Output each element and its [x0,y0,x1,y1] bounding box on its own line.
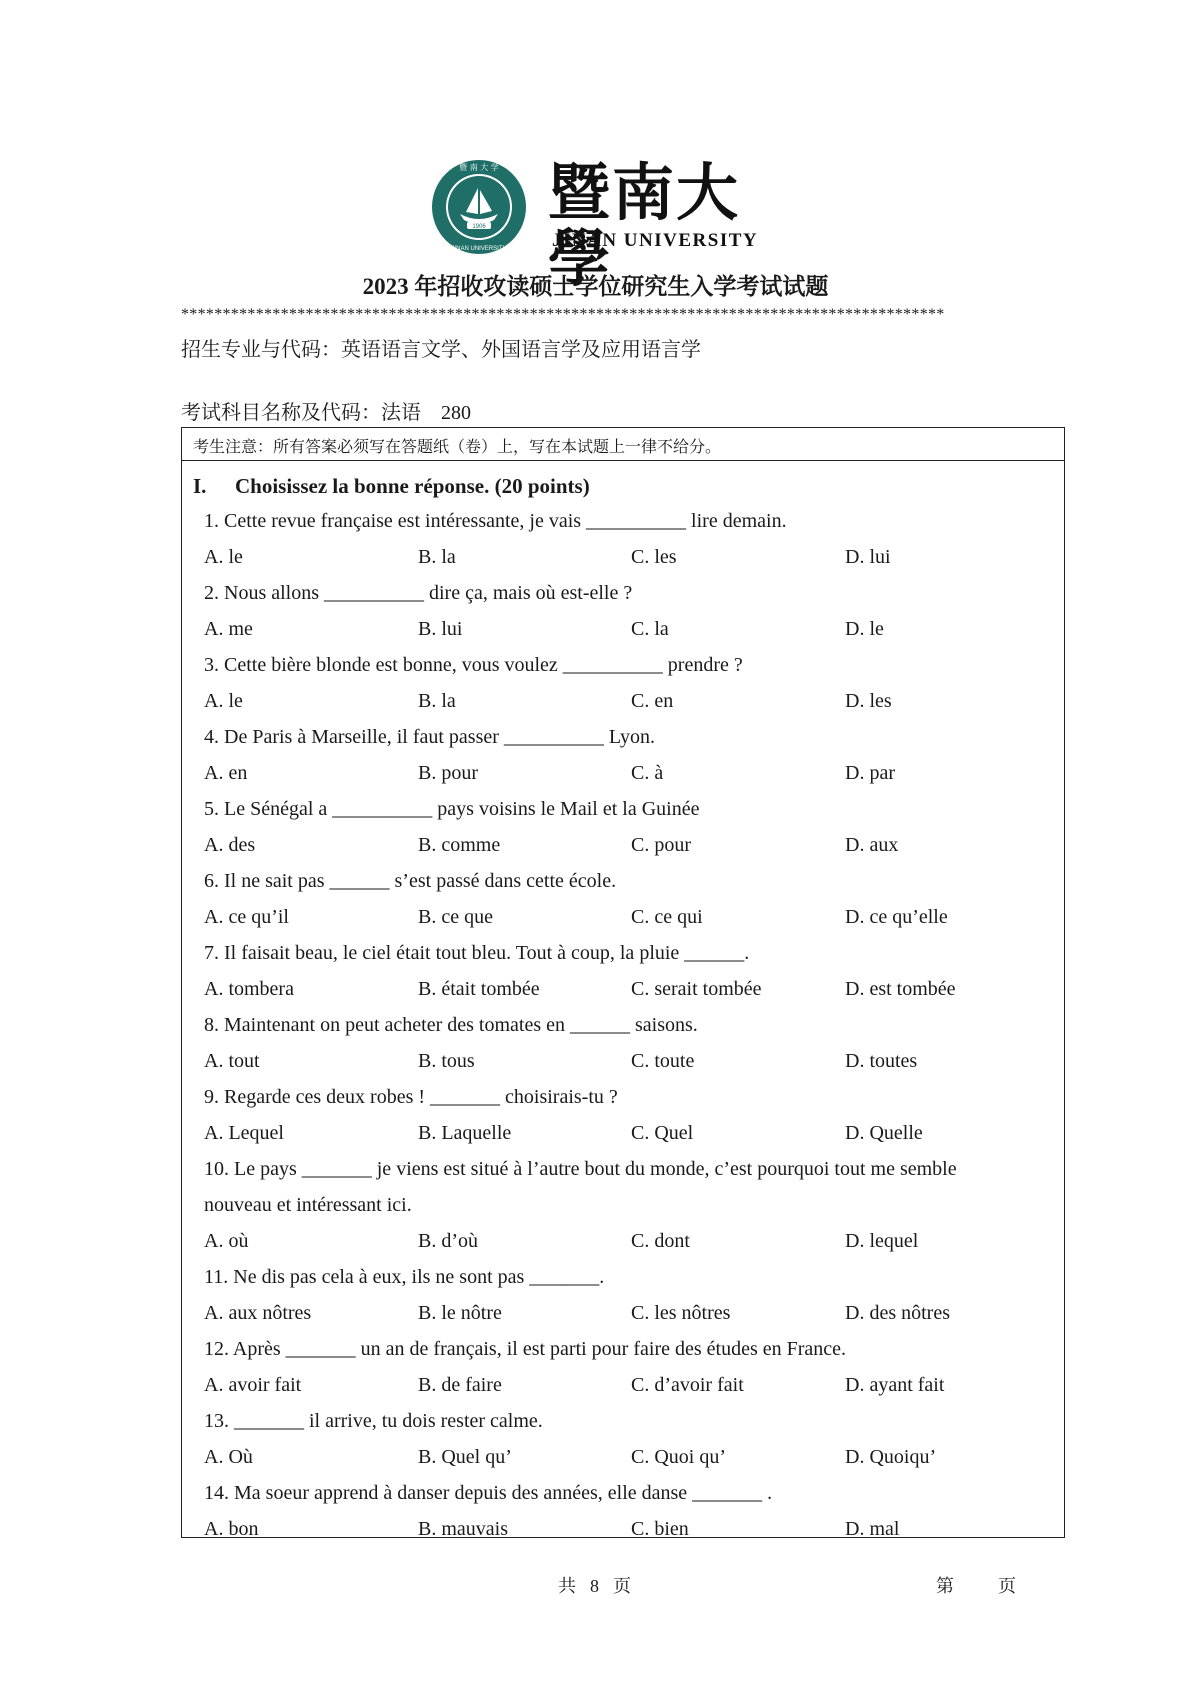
answer-option-b: B. la [418,546,456,568]
answer-option-c: C. en [631,690,674,712]
footer-total-pages [558,1572,645,1598]
answer-options-row [182,1439,1064,1475]
section-number: I. [193,474,207,498]
answer-option-a: A. des [204,834,256,856]
university-name-cn: 暨南大學 [548,156,741,295]
answer-option-b: B. Quel qu’ [418,1446,512,1468]
section-heading [182,461,1064,500]
answer-option-c: C. dont [631,1230,690,1252]
footer-page-prefix: 第 [936,1576,954,1596]
university-seal-icon [430,158,528,256]
question-text: 10. Le pays _______ je viens est situé à l’autre bout du monde, c’est pourquoi tout me semble nouveau et intéressant ici. [204,1158,957,1216]
answer-option-d: D. est tombée [845,978,956,1000]
answer-option-c: C. Quoi qu’ [631,1446,726,1468]
answer-option-a: A. bon [204,1518,259,1540]
answer-option-b: B. de faire [418,1374,502,1396]
answer-option-b: B. d’où [418,1230,478,1252]
footer-total-number: 8 [590,1576,599,1596]
answer-option-b: B. était tombée [418,978,540,1000]
answer-option-d: D. mal [845,1518,900,1540]
answer-option-b: B. ce que [418,906,493,928]
question-text: 12. Après _______ un an de français, il est parti pour faire des études en France. [204,1338,847,1360]
answer-option-d: D. Quelle [845,1122,923,1144]
answer-option-d: D. ce qu’elle [845,906,948,928]
answer-option-b: B. lui [418,618,463,640]
answer-option-c: C. Quel [631,1122,694,1144]
answer-option-d: D. lequel [845,1230,919,1252]
exam-title: 2023 年招收攻读硕士学位研究生入学考试试题 [362,274,829,299]
answer-option-c: C. ce qui [631,906,703,928]
separator-stars: ******************************************************************************************** [181,306,945,323]
answer-option-c: C. la [631,618,669,640]
answer-options-row [182,899,1064,935]
answer-options-row [182,683,1064,719]
question-text: 3. Cette bière blonde est bonne, vous voulez __________ prendre ? [204,654,743,676]
answer-option-d: D. Quoiqu’ [845,1446,937,1468]
answer-option-c: C. les [631,546,677,568]
answer-option-b: B. pour [418,762,478,784]
answer-option-d: D. toutes [845,1050,918,1072]
subject-line: 考试科目名称及代码：法语 280 [181,402,471,424]
answer-option-a: A. me [204,618,253,640]
answer-option-b: B. tous [418,1050,475,1072]
answer-option-d: D. aux [845,834,899,856]
question-text: 7. Il faisait beau, le ciel était tout bleu. Tout à coup, la pluie ______. [204,942,750,964]
answer-option-a: A. avoir fait [204,1374,302,1396]
answer-option-c: C. bien [631,1518,689,1540]
answer-option-a: A. où [204,1230,249,1252]
answer-option-b: B. la [418,690,456,712]
answer-options-row [182,539,1064,575]
question-list [182,503,1064,1547]
footer-page-suffix: 页 [998,1576,1016,1596]
answer-options-row [182,1511,1064,1547]
seal-top-text: 暨 南 大 学 [459,163,499,172]
seal-bottom-text: JINAN UNIVERSITY [451,246,507,252]
section-title: Choisissez la bonne réponse. (20 points) [235,474,590,498]
footer-total-prefix: 共 [558,1576,576,1596]
question-text: 11. Ne dis pas cela à eux, ils ne sont pas _______. [204,1266,605,1288]
answer-option-d: D. les [845,690,892,712]
answer-option-a: A. ce qu’il [204,906,289,928]
question-text: 14. Ma soeur apprend à danser depuis des années, elle danse _______ . [204,1482,773,1504]
answer-options-row [182,1223,1064,1259]
answer-option-c: C. serait tombée [631,978,762,1000]
answer-options-row [182,1115,1064,1151]
answer-option-d: D. le [845,618,884,640]
major-line: 招生专业与代码：英语语言文学、外国语言学及应用语言学 [181,339,701,361]
question-text: 9. Regarde ces deux robes ! _______ choisirais-tu ? [204,1086,618,1108]
answer-option-b: B. comme [418,834,501,856]
question-text: 5. Le Sénégal a __________ pays voisins le Mail et la Guinée [204,798,700,820]
answer-options-row [182,755,1064,791]
answer-options-row [182,611,1064,647]
answer-options-row [182,1367,1064,1403]
answer-options-row [182,827,1064,863]
answer-option-c: C. toute [631,1050,695,1072]
answer-option-c: C. pour [631,834,691,856]
answer-option-a: A. aux nôtres [204,1302,312,1324]
answer-options-row [182,1043,1064,1079]
footer-total-suffix: 页 [613,1576,631,1596]
answer-option-b: B. mauvais [418,1518,508,1540]
answer-option-d: D. ayant fait [845,1374,945,1396]
answer-option-a: A. le [204,546,243,568]
answer-option-b: B. Laquelle [418,1122,512,1144]
answer-option-a: A. le [204,690,243,712]
answer-option-c: C. d’avoir fait [631,1374,744,1396]
answer-option-a: A. en [204,762,248,784]
university-name-en: JINAN UNIVERSITY [552,230,759,251]
answer-option-d: D. par [845,762,895,784]
seal-year: 1906 [472,224,486,230]
question-text: 2. Nous allons __________ dire ça, mais où est-elle ? [204,582,633,604]
answer-option-d: D. lui [845,546,891,568]
question-text: 8. Maintenant on peut acheter des tomates en ______ saisons. [204,1014,698,1036]
answer-option-c: C. à [631,762,664,784]
question-text: 6. Il ne sait pas ______ s’est passé dans cette école. [204,870,617,892]
answer-options-row [182,1295,1064,1331]
footer-page-number [936,1572,1016,1598]
answer-option-a: A. tout [204,1050,260,1072]
answer-option-b: B. le nôtre [418,1302,502,1324]
answer-option-c: C. les nôtres [631,1302,731,1324]
answer-option-d: D. des nôtres [845,1302,950,1324]
answer-options-row [182,971,1064,1007]
question-text: 13. _______ il arrive, tu dois rester calme. [204,1410,543,1432]
candidate-notice: 考生注意：所有答案必须写在答题纸（卷）上，写在本试题上一律不给分。 [182,428,1064,461]
answer-option-a: A. Où [204,1446,253,1468]
answer-option-a: A. Lequel [204,1122,284,1144]
question-text: 4. De Paris à Marseille, il faut passer __________ Lyon. [204,726,656,748]
exam-question-box [181,427,1065,1538]
answer-option-a: A. tombera [204,978,294,1000]
question-text: 1. Cette revue française est intéressante, je vais __________ lire demain. [204,510,787,532]
